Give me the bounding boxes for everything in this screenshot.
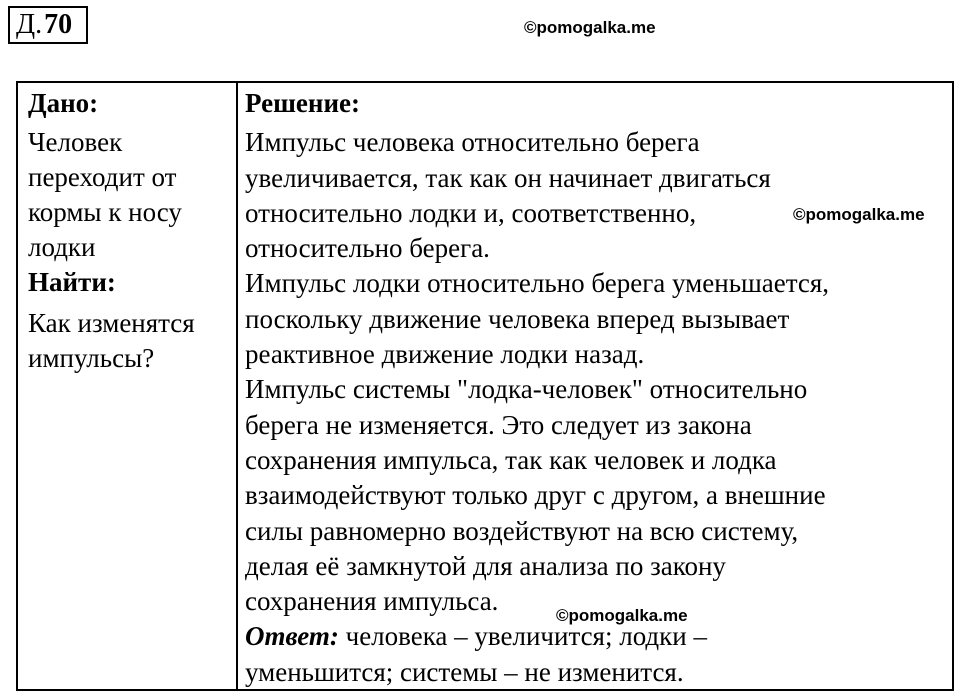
- solution-paragraph-1: Импульс человека относительно берега увеличивается, так как он начинает двигаться относительно лодки и, соответственно, относительно берега.: [245, 127, 771, 264]
- find-heading: Найти:: [28, 267, 116, 297]
- solution-column: [245, 86, 945, 690]
- column-divider: [236, 81, 238, 691]
- watermark-bottom: ©pomogalka.me: [556, 606, 688, 625]
- answer: [245, 619, 945, 690]
- solution-paragraph-3: Импульс системы "лодка-человек" относительно берега не изменяется. Это следует из закона сохранения импульса, так как человек и лодка взаимодействуют только друг с другом, а внешние силы равномерно воздействуют на всю систему, делая её замкнутой для анализа по закону сохранения импульса.: [245, 374, 826, 617]
- task-prefix: Д.: [16, 9, 43, 40]
- find-text: Как изменятся импульсы?: [28, 308, 195, 373]
- solution-heading: Решение:: [245, 88, 360, 118]
- watermark-top: ©pomogalka.me: [524, 18, 656, 37]
- answer-label: Ответ:: [245, 621, 339, 652]
- watermark-middle: ©pomogalka.me: [793, 205, 925, 224]
- given-heading: Дано:: [28, 88, 99, 118]
- answer-text: человека – увеличится; лодки – уменьшится; системы – не изменится.: [245, 621, 707, 687]
- solution-paragraph-2: Импульс лодки относительно берега уменьшается, поскольку движение человека вперед вызывает реактивное движение лодки назад.: [245, 268, 830, 370]
- task-number-label: [8, 6, 88, 44]
- task-number: 70: [44, 9, 73, 40]
- given-text: Человек переходит от кормы к носу лодки: [28, 127, 182, 262]
- given-column: [28, 86, 228, 376]
